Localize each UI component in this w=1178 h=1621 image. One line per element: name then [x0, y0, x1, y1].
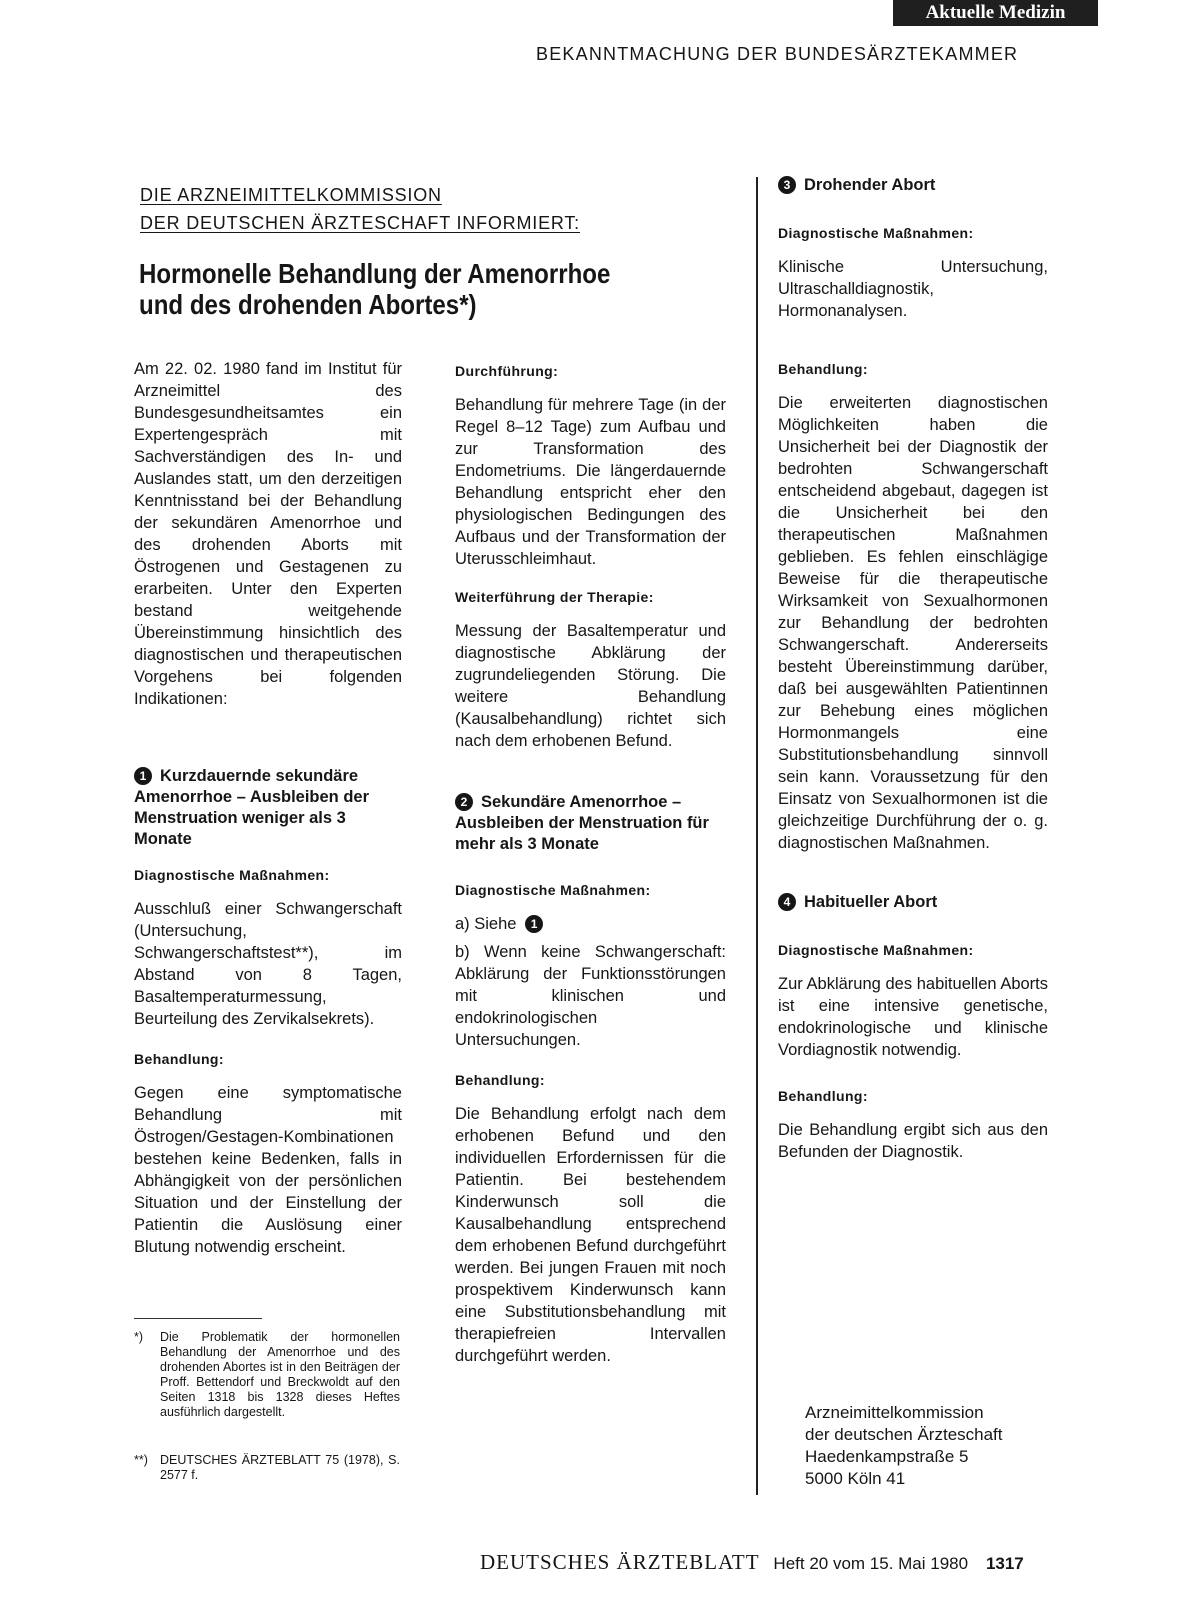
- kicker-line-1: DIE ARZNEIMITTELKOMMISSION: [140, 185, 442, 205]
- footnote-1-mark: *): [134, 1330, 144, 1344]
- issue-info: Heft 20 vom 15. Mai 1980: [773, 1554, 969, 1573]
- intro-paragraph: Am 22. 02. 1980 fand im Institut für Arzneimittel des Bundesgesundheitsamtes ein Expertengespräch mit Sachverständigen des In- und Auslandes statt, um den derzeitigen Kenntnisstand bei der Behandlung der sekundären Amenorrhoe und des drohenden Aborts mit Östrogenen und Gestagenen zu erarbeiten. Unter den Experten bestand weitgehende Übereinstimmung hinsichtlich des diagnostischen und therapeutischen Vorgehens bei folgenden Indikationen:: [134, 360, 402, 708]
- footnote-2-text: DEUTSCHES ÄRZTEBLATT 75 (1978), S. 2577 f.: [160, 1453, 400, 1482]
- section-3-diag-text: Klinische Untersuchung, Ultraschalldiagnostik, Hormonanalysen.: [778, 258, 1048, 320]
- section-1-cont-label: Weiterführung der Therapie:: [455, 589, 654, 605]
- footnote-2-mark: **): [134, 1453, 148, 1467]
- section-4-diag-text: Zur Abklärung des habituellen Aborts ist eine intensive genetische, endokrinologische und klinische Vordiagnostik notwendig.: [778, 975, 1048, 1059]
- section-1-treat-label: Behandlung:: [134, 1051, 224, 1067]
- section-4-treat-label: Behandlung:: [778, 1088, 868, 1104]
- number-1-icon: 1: [134, 767, 152, 785]
- section-badge: Aktuelle Medizin: [893, 0, 1098, 26]
- kicker: [140, 181, 580, 237]
- section-2-treat-text: Die Behandlung erfolgt nach dem erhobenen Befund und den individuellen Erfordernissen für die Patientin. Bei bestehendem Kinderwunsch soll die Kausalbehandlung entsprechend dem erhobenen Befund durchgeführt werden. Bei jungen Frauen mit noch prospektivem Kinderwunsch kann eine Substitutionsbehandlung mit therapiefreien Intervallen durchgeführt werden.: [455, 1105, 726, 1365]
- section-2-treat-label: Behandlung:: [455, 1072, 545, 1088]
- article-title: Hormonelle Behandlung der Amenorrhoe und des drohenden Abortes*): [139, 258, 611, 320]
- signature-line-2: der deutschen Ärzteschaft: [805, 1425, 1003, 1444]
- section-2-diag-b: b) Wenn keine Schwangerschaft: Abklärung der Funktionsstörungen mit klinischen und endokrinologischen Untersuchungen.: [455, 943, 726, 1049]
- footnote-rule: [134, 1318, 262, 1319]
- page-footer: [480, 1550, 1024, 1575]
- section-1-exec-label: Durchführung:: [455, 363, 559, 379]
- column-3: [778, 175, 1048, 1175]
- section-2-heading: [455, 792, 726, 855]
- page-number: 1317: [985, 1554, 1024, 1573]
- section-3-title: Drohender Abort: [804, 176, 936, 194]
- section-4-diag-label: Diagnostische Maßnahmen:: [778, 942, 974, 958]
- section-4-title: Habitueller Abort: [804, 893, 938, 911]
- section-3-diag-label: Diagnostische Maßnahmen:: [778, 225, 974, 241]
- signature-line-3: Haedenkampstraße 5: [805, 1447, 969, 1466]
- section-2-diag-label: Diagnostische Maßnahmen:: [455, 882, 651, 898]
- column-2: [455, 360, 726, 1379]
- section-2-diag-a-text: a) Siehe: [455, 915, 517, 933]
- journal-name: DEUTSCHES ÄRZTEBLATT: [480, 1550, 760, 1574]
- column-divider: [756, 177, 758, 1495]
- section-1-diag-text: Ausschluß einer Schwangerschaft (Untersuchung, Schwangerschaftstest**), im Abstand von 8 Tagen, Basaltemperaturmessung, Beurteilung des Zervikalsekrets).: [134, 900, 402, 1028]
- kicker-line-2: DER DEUTSCHEN ÄRZTESCHAFT INFORMIERT:: [140, 213, 580, 233]
- section-1-heading: [134, 766, 402, 850]
- section-3-treat-label: Behandlung:: [778, 361, 868, 377]
- announcement-header: BEKANNTMACHUNG DER BUNDESÄRZTEKAMMER: [536, 44, 1019, 64]
- signature-line-4: 5000 Köln 41: [805, 1469, 906, 1488]
- section-4-treat-text: Die Behandlung ergibt sich aus den Befunden der Diagnostik.: [778, 1121, 1048, 1161]
- number-3-icon: 3: [778, 176, 796, 194]
- signature-line-1: Arzneimittelkommission: [805, 1403, 984, 1422]
- number-1-ref-icon: 1: [525, 915, 543, 933]
- section-3-heading: [778, 175, 1048, 196]
- section-1-treat-text: Gegen eine symptomatische Behandlung mit Östrogen/Gestagen-Kombinationen bestehen keine Bedenken, falls in Abhängigkeit von der persönlichen Situation und der Einstellung der Patientin die Auslösung einer Blutung notwendig erscheint.: [134, 1084, 402, 1256]
- section-2-diag-a: [455, 913, 726, 935]
- footnote-1-text: Die Problematik der hormonellen Behandlung der Amenorrhoe und des drohenden Abortes ist in den Beiträgen der Proff. Bettendorf und Breckwoldt auf den Seiten 1318 bis 1328 dieses Heftes ausführlich dargestellt.: [160, 1330, 400, 1419]
- section-3-treat-text: Die erweiterten diagnostischen Möglichkeiten haben die Unsicherheit bei der Diagnostik der bedrohten Schwangerschaft entscheidend abgebaut, dagegen ist die Unsicherheit bei den therapeutischen Maßnahmen geblieben. Es fehlen einschlägige Beweise für die therapeutische Wirksamkeit von Sexualhormonen zur Behandlung der bedrohten Schwangerschaft. Andererseits besteht Übereinstimmung darüber, daß bei ausgewählten Patientinnen zur Behebung eines möglichen Hormonmangels eine Substitutionsbehandlung sinnvoll sein kann. Voraussetzung für den Einsatz von Sexualhormonen ist die gleichzeitige Durchführung der o. g. diagnostischen Maßnahmen.: [778, 394, 1048, 852]
- section-4-heading: [778, 892, 1048, 913]
- section-1-title: Kurzdauernde sekundäre Amenorrhoe – Ausbleiben der Menstruation weniger als 3 Monate: [134, 767, 370, 848]
- number-2-icon: 2: [455, 793, 473, 811]
- signature-block: [805, 1402, 1003, 1490]
- column-1: [134, 358, 402, 1270]
- section-1-cont-text: Messung der Basaltemperatur und diagnostische Abklärung der zugrundeliegenden Störung. Die weitere Behandlung (Kausalbehandlung) richtet sich nach dem erhobenen Befund.: [455, 622, 726, 750]
- number-4-icon: 4: [778, 893, 796, 911]
- section-1-diag-label: Diagnostische Maßnahmen:: [134, 867, 330, 883]
- section-1-exec-text: Behandlung für mehrere Tage (in der Regel 8–12 Tage) zum Aufbau und zur Transformation des Endometriums. Die längerdauernde Behandlung entspricht eher den physiologischen Bedingungen des Aufbaus und der Transformation der Uterusschleimhaut.: [455, 396, 726, 568]
- section-2-title: Sekundäre Amenorrhoe – Ausbleiben der Menstruation für mehr als 3 Monate: [455, 793, 709, 853]
